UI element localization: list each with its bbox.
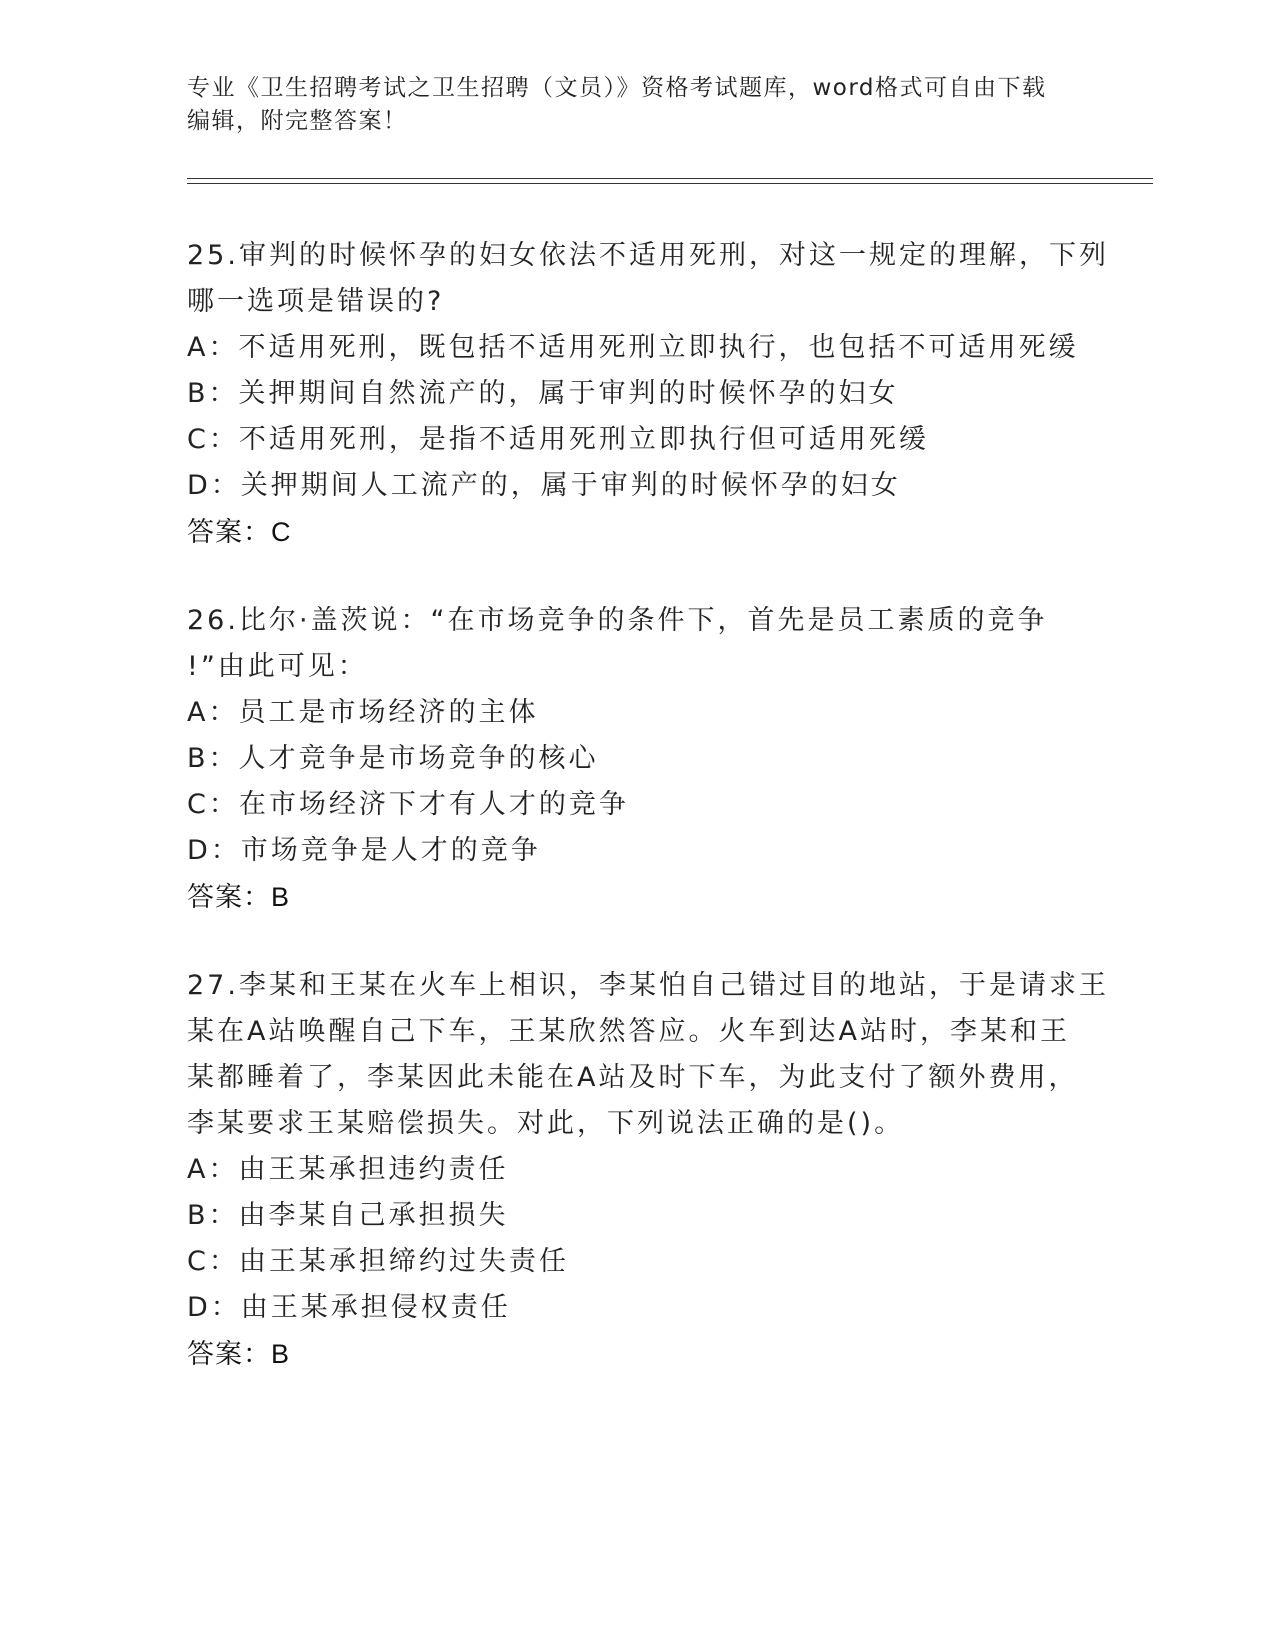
question-26 bbox=[187, 598, 1087, 920]
header-line-1: 专业《卫生招聘考试之卫生招聘（文员）》资格考试题库，word格式可自由下载 bbox=[187, 75, 1047, 101]
question-stem-line: 哪一选项是错误的? bbox=[187, 286, 445, 317]
question-stem-line: 某在A站唤醒自己下车，王某欣然答应。火车到达A站时，李某和王 bbox=[187, 1016, 1070, 1047]
option-d: D：关押期间人工流产的，属于审判的时候怀孕的妇女 bbox=[187, 470, 901, 501]
option-d: D：市场竞争是人才的竞争 bbox=[187, 835, 541, 866]
option-d: D：由王某承担侵权责任 bbox=[187, 1292, 511, 1323]
answer-label: 答案：B bbox=[187, 882, 291, 912]
header-line-2: 编辑，附完整答案！ bbox=[187, 108, 408, 134]
question-25 bbox=[187, 233, 1109, 555]
page-header bbox=[187, 72, 1067, 138]
option-c: C：在市场经济下才有人才的竞争 bbox=[187, 789, 629, 820]
option-c: C：由王某承担缔约过失责任 bbox=[187, 1246, 569, 1277]
question-27 bbox=[187, 963, 1109, 1377]
option-a: A：员工是市场经济的主体 bbox=[187, 697, 539, 728]
header-divider-bottom bbox=[187, 183, 1153, 184]
question-stem-line: 李某要求王某赔偿损失。对此，下列说法正确的是()。 bbox=[187, 1108, 905, 1139]
option-b: B：人才竞争是市场竞争的核心 bbox=[187, 743, 599, 774]
answer-label: 答案：B bbox=[187, 1339, 291, 1369]
question-stem-line: 某都睡着了，李某因此未能在A站及时下车，为此支付了额外费用， bbox=[187, 1062, 1079, 1093]
option-b: B：由李某自己承担损失 bbox=[187, 1200, 509, 1231]
header-divider-top bbox=[187, 178, 1153, 179]
option-c: C：不适用死刑，是指不适用死刑立即执行但可适用死缓 bbox=[187, 424, 929, 455]
question-stem-line: 25.审判的时候怀孕的妇女依法不适用死刑，对这一规定的理解，下列 bbox=[187, 240, 1109, 271]
question-stem-line: 26.比尔·盖茨说：“在市场竞争的条件下，首先是员工素质的竞争 bbox=[187, 605, 1048, 636]
option-b: B：关押期间自然流产的，属于审判的时候怀孕的妇女 bbox=[187, 378, 899, 409]
question-stem-line: 27.李某和王某在火车上相识，李某怕自己错过目的地站，于是请求王 bbox=[187, 970, 1109, 1001]
question-stem-line: !”由此可见： bbox=[187, 651, 368, 682]
answer-label: 答案：C bbox=[187, 517, 292, 547]
option-a: A：由王某承担违约责任 bbox=[187, 1154, 509, 1185]
option-a: A：不适用死刑，既包括不适用死刑立即执行，也包括不可适用死缓 bbox=[187, 332, 1079, 363]
